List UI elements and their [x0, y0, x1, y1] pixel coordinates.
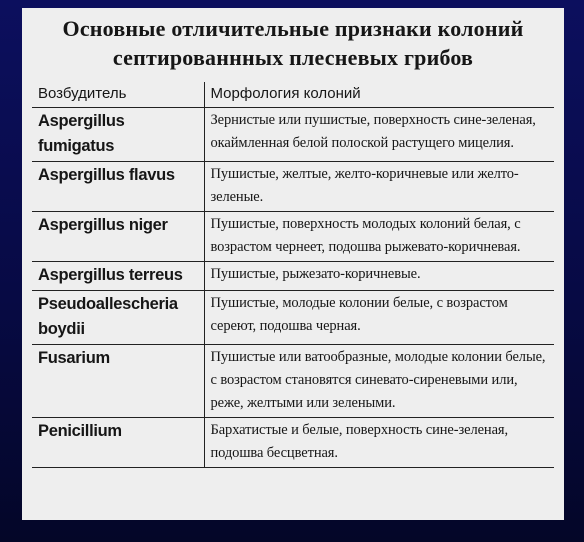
- slide: [22, 8, 564, 520]
- table-row: [32, 162, 554, 212]
- table-row: [32, 345, 554, 418]
- pathogen-name: Aspergillus flavus: [32, 162, 204, 212]
- morphology-text: Пушистые, поверхность молодых колоний белая, с возрастом чернеет, подошва рыжевато-коричневая.: [204, 212, 554, 262]
- pathogen-name: Aspergillus terreus: [32, 262, 204, 291]
- morphology-text: Пушистые, молодые колонии белые, с возрастом сереют, подошва черная.: [204, 291, 554, 345]
- title-line-1: Основные отличительные признаки колоний: [62, 16, 524, 41]
- table-row: [32, 108, 554, 162]
- table-header-row: [32, 82, 554, 108]
- title-line-2: септированнных плесневых грибов: [112, 45, 474, 70]
- pathogen-name: Penicillium: [32, 418, 204, 468]
- pathogen-name: Pseudoallescheria boydii: [32, 291, 204, 345]
- morphology-text: Пушистые, желтые, желто-коричневые или желто-зеленые.: [204, 162, 554, 212]
- pathogen-name: Fusarium: [32, 345, 204, 418]
- pathogen-name: Aspergillus niger: [32, 212, 204, 262]
- pathogen-name: Aspergillus fumigatus: [32, 108, 204, 162]
- table-row: [32, 418, 554, 468]
- morphology-text: Пушистые или ватообразные, молодые колонии белые, с возрастом становятся синевато-сиреневыми или, реже, желтыми или зелеными.: [204, 345, 554, 418]
- morphology-text: Пушистые, рыжезато-коричневые.: [204, 262, 554, 291]
- morphology-text: Бархатистые и белые, поверхность сине-зеленая, подошва бесцветная.: [204, 418, 554, 468]
- header-morphology: Морфология колоний: [204, 82, 554, 108]
- morphology-text: Зернистые или пушистые, поверхность сине-зеленая, окаймленная белой полоской растущего мицелия.: [204, 108, 554, 162]
- header-pathogen: Возбудитель: [32, 82, 204, 108]
- fungi-table: [32, 82, 554, 468]
- slide-title: [22, 14, 564, 72]
- table-row: [32, 291, 554, 345]
- table-row: [32, 262, 554, 291]
- table-row: [32, 212, 554, 262]
